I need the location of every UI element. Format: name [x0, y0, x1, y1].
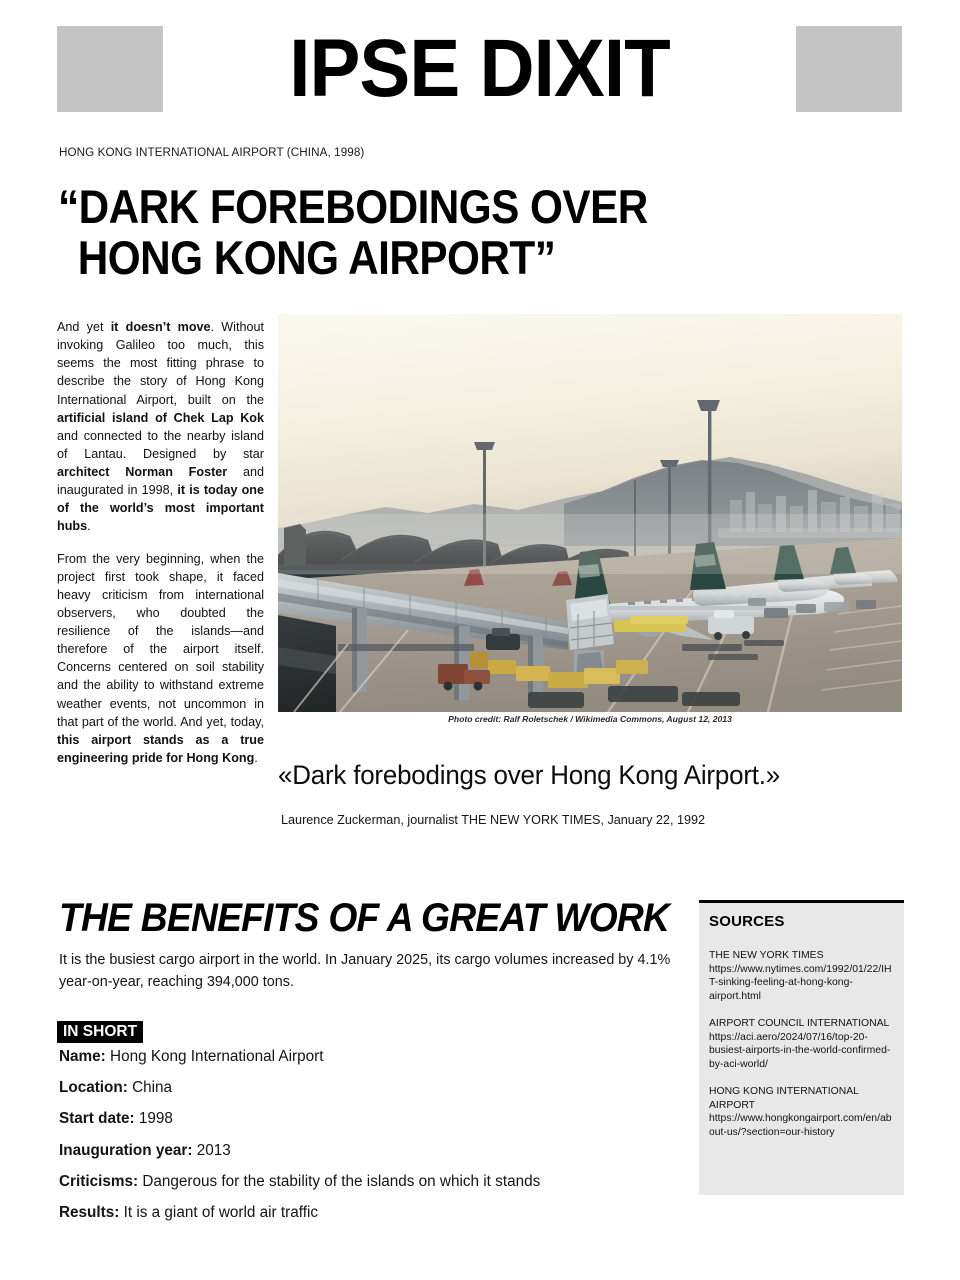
source-name: AIRPORT COUNCIL INTERNATIONAL	[709, 1017, 890, 1029]
kicker-subject-line: HONG KONG INTERNATIONAL AIRPORT (CHINA, 1998)	[59, 145, 365, 159]
fact-row	[59, 1046, 699, 1068]
fact-value: Hong Kong International Airport	[110, 1048, 324, 1065]
headline-line-2: HONG KONG AIRPORT”	[77, 230, 556, 284]
masthead	[57, 23, 902, 115]
masthead-title: IPSE DIXIT	[289, 23, 670, 115]
source-name: THE NEW YORK TIMES	[709, 950, 824, 961]
in-short-tag: IN SHORT	[57, 1021, 143, 1043]
fact-row	[59, 1140, 699, 1162]
article-paragraph-2: From the very beginning, when the project first took shape, it faced heavy criticism from international observers, who doubted the resilience of the islands—and therefore of the airport itself. Concerns centered on soil stability and the ability to withstand extreme weather events, not uncommon in that part of the world. And yet, today, this airport stands as a true engineering pride for Hong Kong.	[57, 551, 264, 765]
photo-credit: Photo credit: Ralf Roletschek / Wikimedia Commons, August 12, 2013	[448, 714, 732, 724]
fact-row	[59, 1108, 699, 1130]
article-body-column	[57, 318, 264, 767]
source-item	[709, 1017, 894, 1072]
article-paragraph-1: And yet it doesn’t move. Without invoking Galileo too much, this seems the most fitting phrase to describe the story of Hong Kong International Airport, built on the artificial island of Chek Lap Kok and connected to the nearby island of Lantau. Designed by star architect Norman Foster and inaugurated in 1998, it is today one of the world’s most important hubs.	[57, 320, 265, 534]
fact-row	[59, 1202, 699, 1224]
sources-box	[699, 900, 904, 1195]
pull-quote-attribution: Laurence Zuckerman, journalist THE NEW YORK TIMES, January 22, 1992	[281, 812, 706, 827]
page-title	[58, 182, 688, 284]
masthead-block-right	[796, 26, 902, 112]
fact-value: 2013	[196, 1141, 231, 1159]
sources-title: SOURCES	[709, 913, 785, 930]
fact-label: Name:	[59, 1048, 106, 1065]
fact-value: Dangerous for the stability of the islands on which it stands	[142, 1172, 541, 1190]
fact-value: It is a giant of world air traffic	[123, 1204, 319, 1222]
airport-photo-illustration	[278, 314, 902, 712]
source-url[interactable]: https://www.nytimes.com/1992/01/22/IHT-sinking-feeling-at-hong-kong-airport.html	[709, 963, 892, 1003]
masthead-block-left	[57, 26, 163, 112]
benefits-section-title: THE BENEFITS OF A GREAT WORK	[59, 896, 670, 940]
source-item	[709, 949, 894, 1004]
fact-value: China	[132, 1079, 173, 1097]
benefits-section-text: It is the busiest cargo airport in the world. In January 2025, its cargo volumes increased by 4.1% year-on-year, reaching 394,000 tons.	[59, 952, 671, 990]
fact-value: 1998	[138, 1110, 173, 1128]
source-name: HONG KONG INTERNATIONAL AIRPORT	[709, 1085, 859, 1111]
source-url[interactable]: https://www.hongkongairport.com/en/about-us/?section=our-history	[709, 1113, 892, 1139]
in-short-fact-list	[59, 1046, 699, 1233]
fact-label: Criticisms:	[59, 1172, 139, 1190]
fact-label: Start date:	[59, 1110, 135, 1128]
fact-row	[59, 1171, 699, 1193]
fact-label: Location:	[59, 1079, 128, 1097]
article-photo	[278, 314, 902, 712]
source-url[interactable]: https://aci.aero/2024/07/16/top-20-busiest-airports-in-the-world-confirmed-by-aci-world/	[709, 1031, 891, 1071]
fact-label: Inauguration year:	[59, 1141, 193, 1159]
source-item	[709, 1085, 894, 1140]
headline-line-1: “DARK FOREBODINGS OVER	[58, 180, 648, 233]
fact-label: Results:	[59, 1204, 120, 1222]
fact-row	[59, 1077, 699, 1099]
pull-quote: «Dark forebodings over Hong Kong Airport.»	[278, 760, 781, 790]
